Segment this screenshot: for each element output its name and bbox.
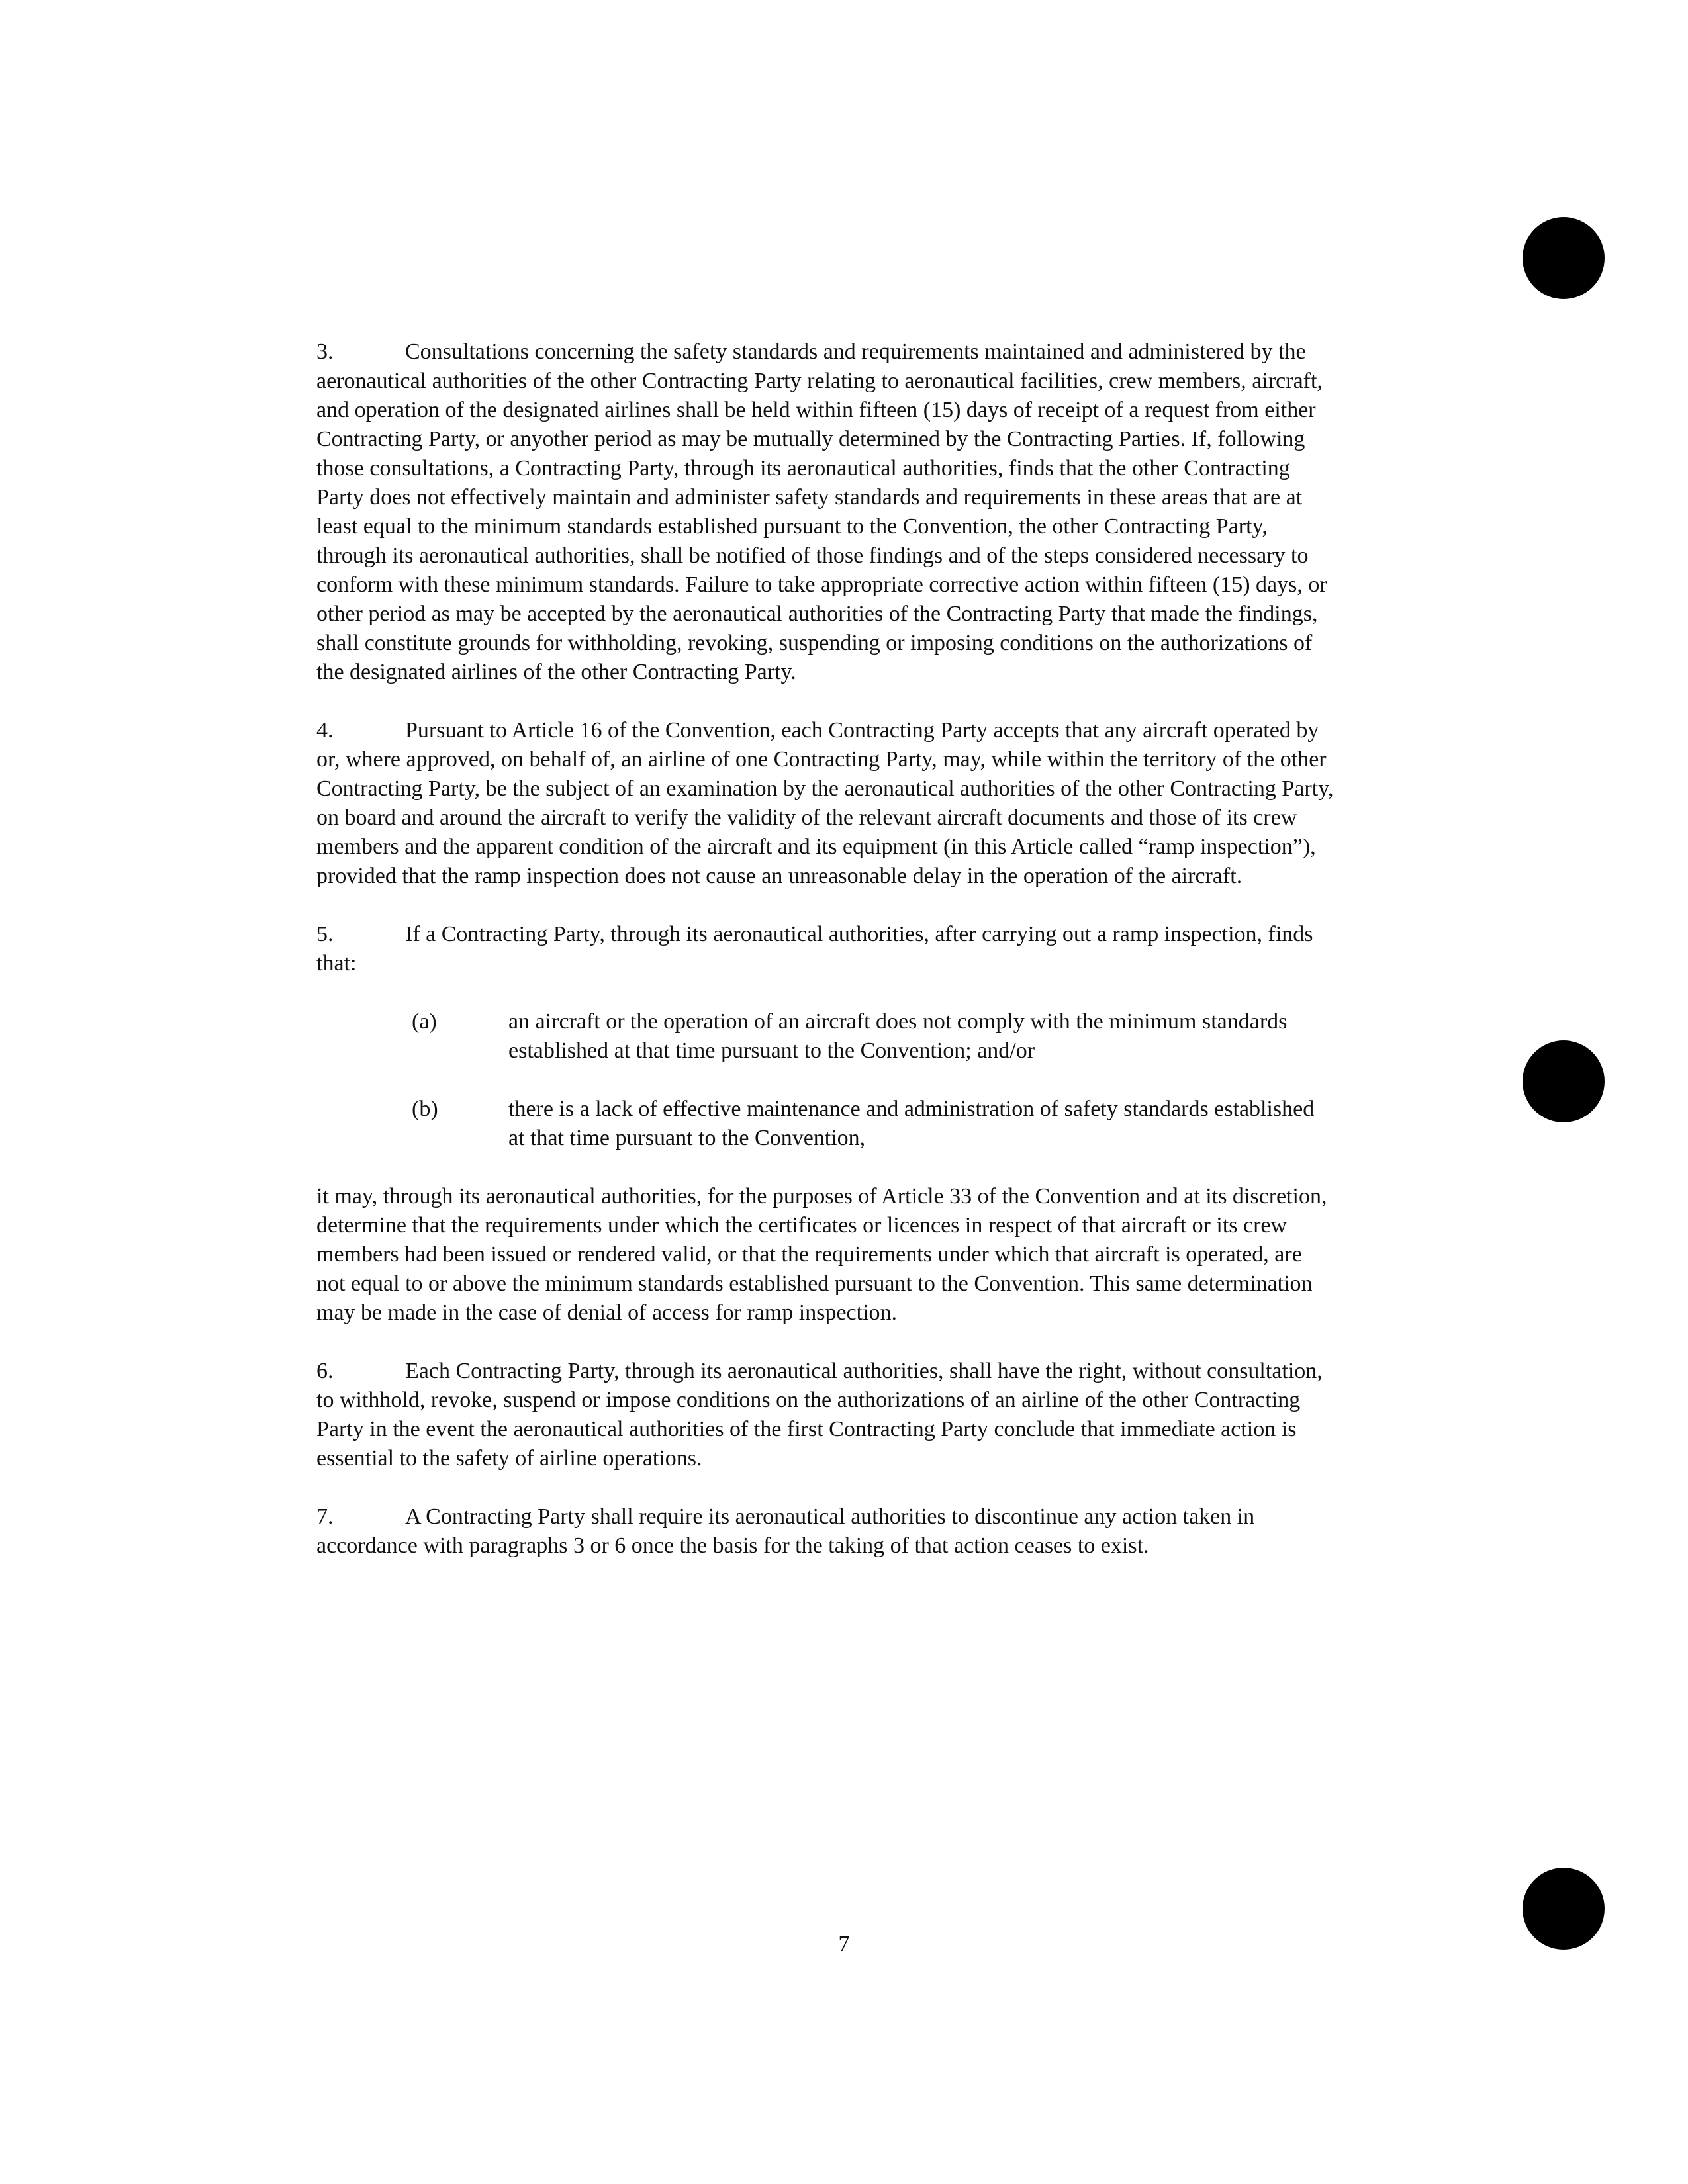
paragraph-text: If a Contracting Party, through its aeronautical authorities, after carrying out a ramp inspection, finds that: — [316, 922, 1313, 976]
paragraph-text: Consultations concerning the safety standards and requirements maintained and administered by the aeronautical authorities of the other Contracting Party relating to aeronautical facilities, crew members, aircraft, and operation of the designated airlines shall be held within fifteen (15) days of receipt of a request from either Contracting Party, or anyother period as may be mutually determined by the Contracting Parties. If, following those consultations, a Contracting Party, through its aeronautical authorities, finds that the other Contracting Party does not effectively maintain and administer safety standards and requirements in these areas that are at least equal to the minimum standards established pursuant to the Convention, the other Contracting Party, through its aeronautical authorities, shall be notified of those findings and of the steps considered necessary to conform with these minimum standards. Failure to take appropriate corrective action within fifteen (15) days, or other period as may be accepted by the aeronautical authorities of the Contracting Party that made the findings, shall constitute grounds for withholding, revoking, suspending or imposing conditions on the authorizations of the designated airlines of the other Contracting Party. — [316, 340, 1327, 684]
punch-hole-top — [1523, 217, 1605, 299]
list-item-b — [316, 1095, 1336, 1153]
paragraph-text: Each Contracting Party, through its aeronautical authorities, shall have the right, without consultation, to withhold, revoke, suspend or impose conditions on the authorizations of an airline of the other Contracting Party in the event the aeronautical authorities of the first Contracting Party conclude that immediate action is essential to the safety of airline operations. — [316, 1359, 1323, 1471]
paragraph-4 — [316, 716, 1336, 891]
paragraph-number: 3. — [316, 340, 334, 364]
paragraph-5-continuation: it may, through its aeronautical authorities, for the purposes of Article 33 of the Convention and at its discretion, determine that the requirements under which the certificates or licences in respect of that aircraft or its crew members had been issued or rendered valid, or that the requirements under which that aircraft is operated, are not equal to or above the minimum standards established pursuant to the Convention. This same determination may be made in the case of denial of access for ramp inspection. — [316, 1184, 1327, 1325]
paragraph-text: Pursuant to Article 16 of the Convention, each Contracting Party accepts that any aircraft operated by or, where approved, on behalf of, an airline of one Contracting Party, may, while within the territory of the other Contracting Party, be the subject of an examination by the aeronautical authorities of the other Contracting Party, on board and around the aircraft to verify the validity of the relevant aircraft documents and those of its crew members and the apparent condition of the aircraft and its equipment (in this Article called “ramp inspection”), provided that the ramp inspection does not cause an unreasonable delay in the operation of the aircraft. — [316, 718, 1334, 888]
list-item-text: there is a lack of effective maintenance and administration of safety standards established at that time pursuant to the Convention, — [508, 1097, 1315, 1150]
list-item-label: (a) — [412, 1009, 437, 1034]
document-body — [316, 338, 1336, 1590]
paragraph-7 — [316, 1502, 1336, 1561]
paragraph-6 — [316, 1357, 1336, 1473]
list-item-text: an aircraft or the operation of an aircraft does not comply with the minimum standards established at that time pursuant to the Convention; and/or — [508, 1009, 1288, 1063]
paragraph-number: 7. — [316, 1504, 334, 1529]
punch-hole-middle — [1523, 1040, 1605, 1122]
paragraph-5 — [316, 920, 1336, 978]
page-number: 7 — [838, 1932, 850, 1956]
paragraph-text: A Contracting Party shall require its aeronautical authorities to discontinue any action taken in accordance with paragraphs 3 or 6 once the basis for the taking of that action ceases to exist. — [316, 1504, 1255, 1558]
paragraph-number: 4. — [316, 718, 334, 743]
list-item-label: (b) — [412, 1097, 438, 1121]
paragraph-3 — [316, 338, 1336, 687]
paragraph-number: 5. — [316, 922, 334, 946]
paragraph-number: 6. — [316, 1359, 334, 1383]
list-item-a — [316, 1007, 1336, 1066]
